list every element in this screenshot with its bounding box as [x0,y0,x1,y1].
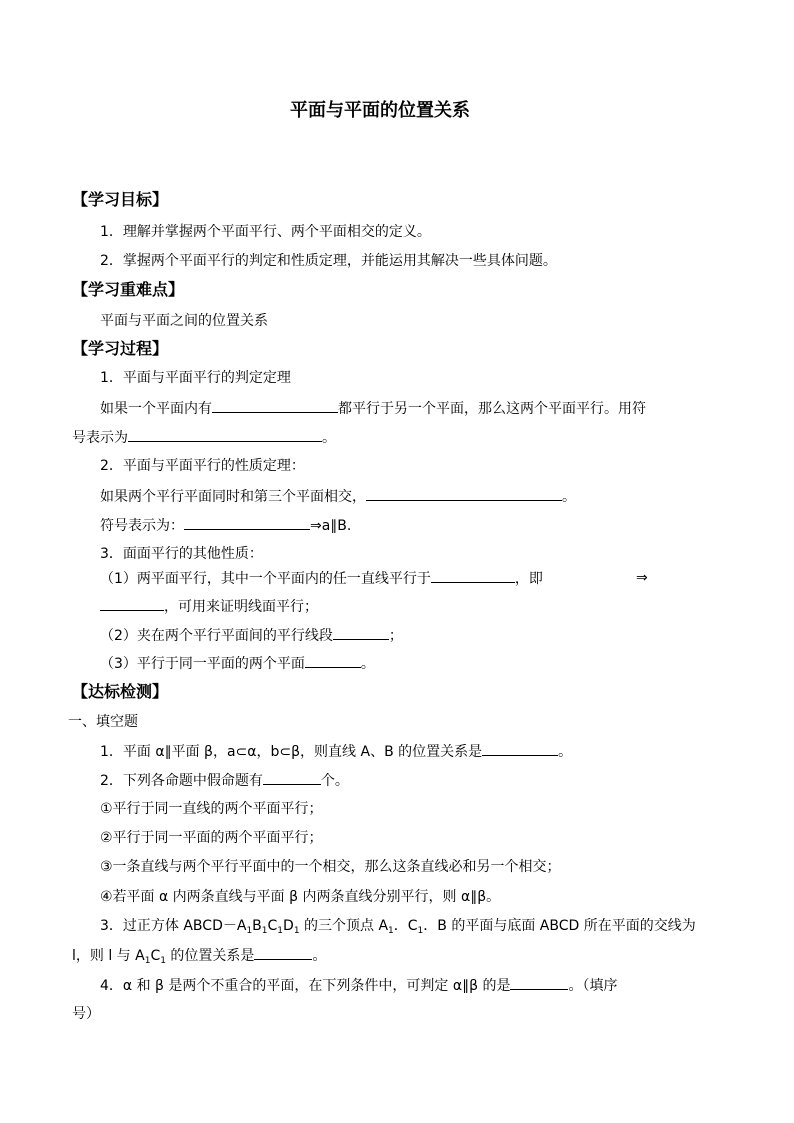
subscript: 1 [388,926,394,936]
text-segment: （1）两平面平行，其中一个平面内的任一直线平行于 [100,571,431,587]
answer-blank[interactable] [128,427,322,442]
process-s2-line1 [100,486,576,507]
check-heading: 【达标检测】 [72,682,169,701]
process-s3-p1 [100,568,543,589]
text-segment: 。（填序 [568,978,618,994]
answer-blank[interactable] [366,486,562,501]
text-segment: 。 [322,430,336,446]
answer-blank[interactable] [482,741,558,756]
text-segment: ，可用来证明线面平行； [164,599,318,615]
page-title: 平面与平面的位置关系 [290,100,470,121]
process-heading: 【学习过程】 [72,339,169,358]
text-segment: D [283,918,294,934]
answer-blank[interactable] [431,568,515,583]
text-segment: ，即 [514,571,543,587]
text-segment: 的位置关系是 [165,948,255,964]
process-s1-title: 1．平面与平面平行的判定定理 [100,370,291,386]
process-s3-p1-cont [100,596,318,617]
answer-blank[interactable] [263,770,321,785]
goals-heading: 【学习目标】 [72,190,169,209]
process-s3-p3 [100,653,375,674]
text-segment: （2）夹在两个平行平面间的平行线段 [100,628,333,644]
answer-blank[interactable] [254,945,312,960]
text-segment: ； [388,628,403,644]
text-segment: 的三个顶点 A [299,918,389,934]
text-segment: l，则 l 与 A [72,948,145,964]
process-s3-title: 3．面面平行的其他性质： [100,546,263,562]
text-segment: 。 [558,744,573,760]
text-segment: 4．α 和 β 是两个不重合的平面，在下列条件中，可判定 α∥β 的是 [100,978,511,994]
text-segment: 。 [562,489,576,505]
question-3-cont [72,945,326,966]
answer-blank[interactable] [212,398,338,413]
subscript: 1 [293,926,300,936]
subscript: 1 [160,956,166,966]
question-4 [100,975,617,996]
q2-option-1: ①平行于同一直线的两个平面平行； [100,801,323,817]
goal-item-2: 2．掌握两个平面平行的判定和性质定理，并能运用其解决一些具体问题。 [100,253,557,269]
q2-option-2: ②平行于同一平面的两个平面平行； [100,830,323,846]
section-fill-blank: 一、填空题 [68,714,138,730]
goal-item-1: 1．理解并掌握两个平面平行、两个平面相交的定义。 [100,224,431,240]
text-segment: 。 [360,656,375,672]
subscript: 1 [417,926,424,936]
keypoints-heading: 【学习重难点】 [72,280,185,299]
q2-option-3: ③一条直线与两个平行平面中的一个相交，那么这条直线必和另一个相交； [100,859,561,875]
text-segment: 1．平面 α∥平面 β，a⊂α，b⊂β，则直线 A、B 的位置关系是 [100,744,483,760]
text-segment: C [267,918,278,934]
text-segment: ．B 的平面与底面 ABCD 所在平面的交线为 [423,918,696,934]
answer-blank[interactable] [305,653,361,668]
text-segment: 号表示为 [72,430,128,446]
text-segment: 。 [312,948,327,964]
text-segment: 符号表示为： [100,518,184,534]
answer-blank[interactable] [100,596,164,611]
text-segment: ．C [393,918,418,934]
text-segment: 如果一个平面内有 [100,401,212,417]
answer-blank[interactable] [510,975,568,990]
text-segment: C [150,948,161,964]
implies-symbol: ⇒ [636,570,648,586]
text-segment: B [252,918,262,934]
answer-blank[interactable] [184,515,310,530]
question-3 [100,916,696,936]
subscript: 1 [144,956,151,966]
process-s3-p2 [100,625,403,646]
process-s2-line2 [100,515,351,536]
process-s2-title: 2．平面与平面平行的性质定理： [100,458,305,474]
process-s1-line1 [100,398,646,419]
process-s1-line2 [72,427,336,448]
text-segment: ⇒a∥B. [310,518,352,534]
text-segment: （3）平行于同一平面的两个平面 [100,656,305,672]
subscript: 1 [246,926,253,936]
question-1 [100,741,572,762]
text-segment: 都平行于另一个平面，那么这两个平面平行。用符 [338,401,646,417]
subscript: 1 [277,926,284,936]
question-4-cont: 号） [72,1006,100,1022]
text-segment: 2．下列各命题中假命题有 [100,773,263,789]
text-segment: 个。 [320,773,349,789]
subscript: 1 [261,926,268,936]
question-2 [100,770,349,791]
keypoints-text: 平面与平面之间的位置关系 [100,313,268,329]
text-segment: 如果两个平行平面同时和第三个平面相交， [100,489,366,505]
answer-blank[interactable] [333,625,389,640]
text-segment: 3．过正方体 ABCD－A [100,918,247,934]
q2-option-4: ④若平面 α 内两条直线与平面 β 内两条直线分别平行，则 α∥β。 [100,889,501,905]
